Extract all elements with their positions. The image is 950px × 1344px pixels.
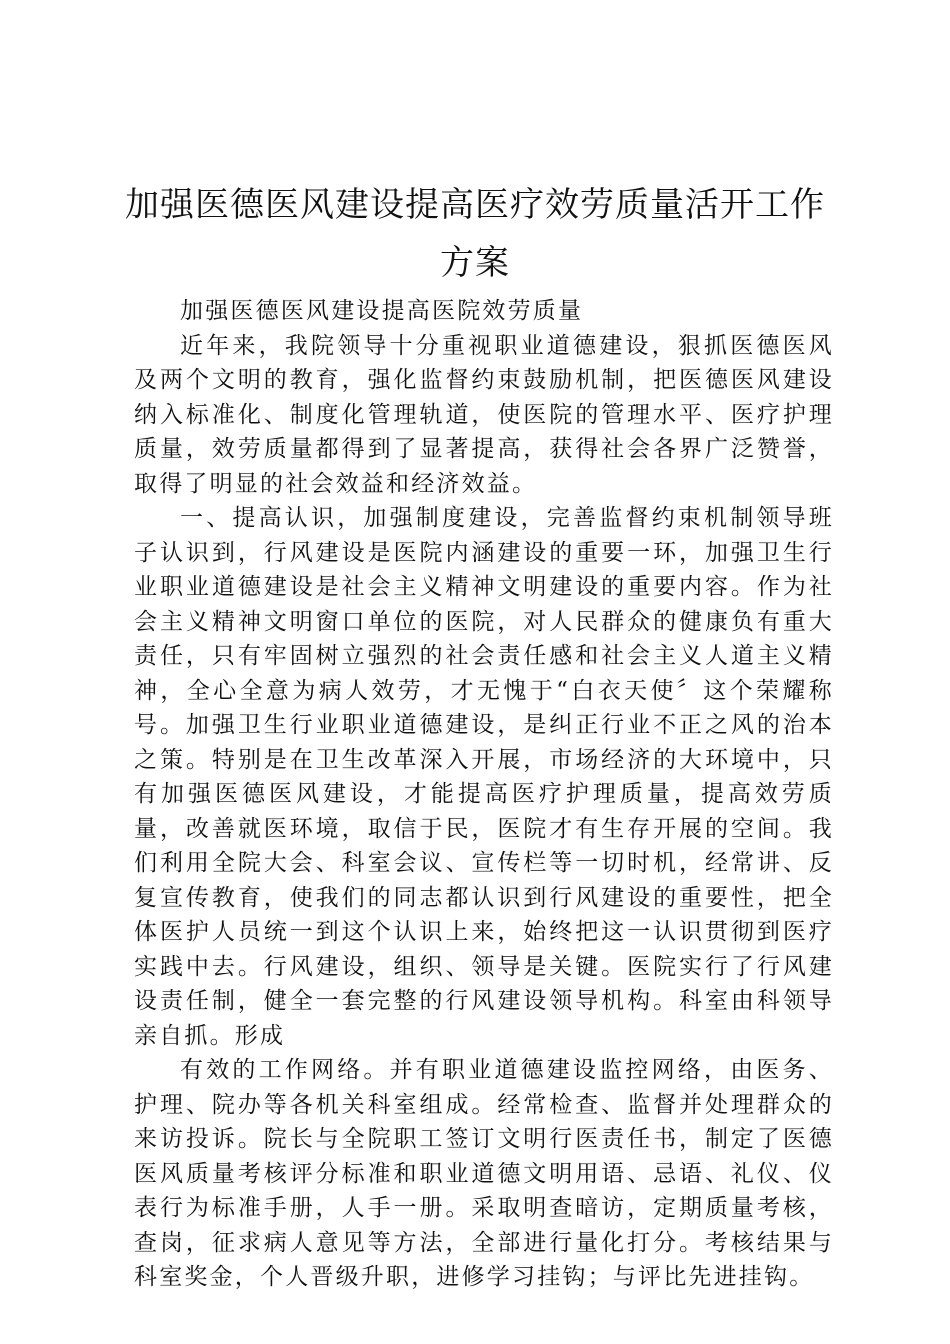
paragraph-section-one: 一、提高认识，加强制度建设，完善监督约束机制领导班子认识到，行风建设是医院内涵建设的重要一环，加强卫生行业职业道德建设是社会主义精神文明建设的重要内容。作为社会主义精神文明窗口单位的医院，对人民群众的健康负有重大责任，只有牢固树立强烈的社会责任感和社会主义人道主义精神，全心全意为病人效劳，才无愧于“白衣天使〞这个荣耀称号。加强卫生行业职业道德建设，是纠正行业不正之风的治本之策。特别是在卫生改革深入开展，市场经济的大环境中，只有加强医德医风建设，才能提高医疗护理质量，提高效劳质量，改善就医环境，取信于民，医院才有生存开展的空间。我们利用全院大会、科室会议、宣传栏等一切时机，经常讲、反复宣传教育，使我们的同志都认识到行风建设的重要性，把全体医护人员统一到这个认识上来，始终把这一认识贯彻到医疗实践中去。行风建设，组织、领导是关键。医院实行了行风建设责任制，健全一套完整的行风建设领导机构。科室由科领导亲自抓。形成: [134, 505, 834, 1049]
paragraph-work-network: 有效的工作网络。并有职业道德建设监控网络，由医务、护理、院办等各机关科室组成。经常检查、监督并处理群众的来访投诉。院长与全院职工签订文明行医责任书，制定了医德医风质量考核评分标准和职业道德文明用语、忌语、礼仪、仪表行为标准手册，人手一册。采取明查暗访，定期质量考核，查岗，征求病人意见等方法，全部进行量化打分。考核结果与科室奖金，个人晋级升职，进修学习挂钩；与评比先进挂钩。: [134, 1057, 834, 1290]
paragraph-subtitle: 加强医德医风建设提高医院效劳质量: [180, 298, 584, 324]
document-body: [134, 294, 834, 1295]
paragraph-intro: 近年来，我院领导十分重视职业道德建设，狠抓医德医风及两个文明的教育，强化监督约束鼓励机制，把医德医风建设纳入标准化、制度化管理轨道，使医院的管理水平、医疗护理质量，效劳质量都得到了显著提高，获得社会各界广泛赞誉，取得了明显的社会效益和经济效益。: [134, 332, 834, 497]
document-title: 加强医德医风建设提高医疗效劳质量活开工作方案: [125, 185, 825, 283]
